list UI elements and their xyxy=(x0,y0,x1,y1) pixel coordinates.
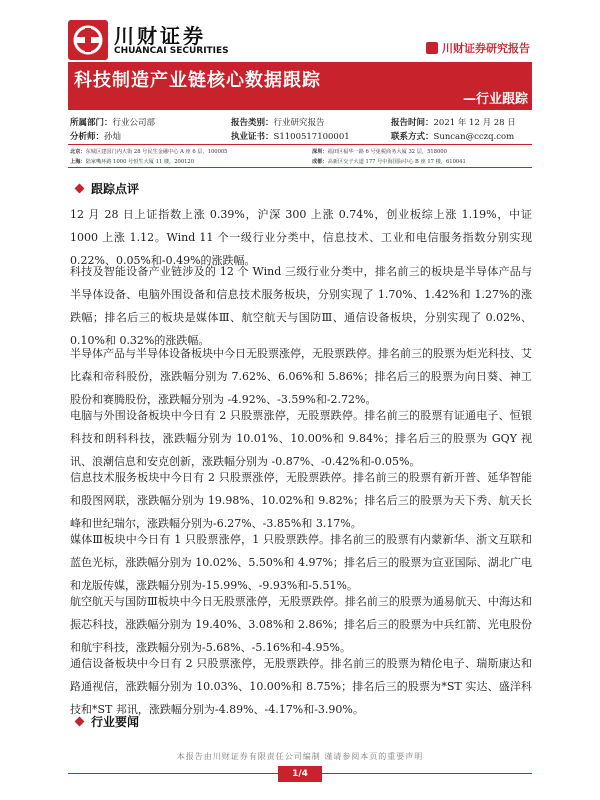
logo-text-en: CHUANCAI SECURITIES xyxy=(114,46,229,56)
paragraph-it-services: 信息技术服务板块中今日有 2 只股票涨停，无股票跌停。排名前三的股票有新开普、延华智能和殷图网联，涨跌幅分别为 19.98%、10.02%和 9.82%；排名后三的股票为天下秀、航天长峰和世纪瑞尔，涨跌幅分别为-6.27%、-3.85%和 3.17%。 xyxy=(70,471,532,530)
address-label: 上海： xyxy=(70,159,86,165)
paragraph-aerospace: 航空航天与国防Ⅲ板块中今日无股票涨停，无股票跌停。排名前三的股票为通易航天、中海达和振芯科技，涨跌幅分别为 19.40%、3.08%和 2.86%；排名后三的股票为中兵红箭、光电股份和航宇科技，涨跌幅分别为-5.68%、-5.16%和-4.95%。 xyxy=(70,595,532,654)
paragraph-media: 媒体Ⅲ板块中今日有 1 只股票涨停，1 只股票跌停。排名前三的股票有内蒙新华、浙文互联和蓝色光标，涨跌幅分别为 10.02%、5.50%和 4.97%；排名后三的股票为宣亚国际、湖北广电和龙版传媒，涨跌幅分别为-15.99%、-9.93%和-5.51%。 xyxy=(70,533,532,592)
logo-text-cn: 川财证券 xyxy=(114,24,206,48)
contact-label: 联系方式： xyxy=(391,132,434,142)
analyst-value: 孙灿 xyxy=(104,132,122,142)
paragraph-market: 12 月 28 日上证指数上涨 0.39%，沪深 300 上涨 0.74%，创业板综上涨 1.19%，中证 1000 上涨 1.12。Wind 11 个一级行业分类中，信息技术、工业和电信服务指数分别实现 0.22%、0.05%和-0.49%的涨跌幅。 xyxy=(70,208,532,267)
address-label: 成都： xyxy=(312,159,328,165)
address-label: 深圳： xyxy=(312,149,328,155)
address-divider xyxy=(68,167,532,168)
meta-contact[interactable] xyxy=(391,130,514,142)
meta-divider xyxy=(68,144,532,145)
page-number: 1/4 xyxy=(278,766,322,782)
meta-analyst xyxy=(70,130,121,142)
address-shanghai xyxy=(70,158,194,165)
report-type-label: 报告类别： xyxy=(231,118,274,128)
brand-square-icon xyxy=(426,42,438,54)
meta-license xyxy=(231,130,350,142)
report-time-label: 报告时间： xyxy=(391,118,434,128)
meta-dept xyxy=(70,116,155,128)
diamond-bullet-icon xyxy=(75,184,85,194)
section-heading-news xyxy=(76,713,139,730)
meta-report-type xyxy=(231,116,325,128)
address-value: 高新区交子大道 177 号中海国际中心 B 座 17 楼，610041 xyxy=(327,159,466,165)
report-type-value: 行业研究报告 xyxy=(273,118,325,128)
address-chengdu xyxy=(312,158,466,165)
contact-email-link[interactable]: Suncan@cczq.com xyxy=(433,132,515,142)
section-title: 跟踪点评 xyxy=(91,182,140,196)
dept-label: 所属部门： xyxy=(70,118,113,128)
report-time-value: 2021 年 12 月 28 日 xyxy=(433,118,516,128)
dept-value: 行业公司部 xyxy=(112,118,156,128)
address-shenzhen xyxy=(312,148,447,155)
paragraph-peripherals: 电脑与外围设备板块中今日有 2 只股票涨停，无股票跌停。排名前三的股票有证通电子、恒银科技和朗科科技，涨跌幅分别为 10.01%、10.00%和 9.84%；排名后三的股票为 GQY 视讯、浪潮信息和安克创新，涨跌幅分别为 -0.87%、-0.42%和-0.05%。 xyxy=(70,409,532,468)
brand-tag-label: 川财证券研究报告 xyxy=(442,42,530,55)
address-beijing xyxy=(70,148,228,155)
footer-disclaimer: 本报告由川财证券有限责任公司编制 谨请参阅本页的重要声明 xyxy=(176,752,424,761)
section-heading-tracking xyxy=(76,180,139,197)
meta-report-time xyxy=(391,116,516,128)
logo-mark xyxy=(68,20,108,60)
report-subtitle: —行业跟踪 xyxy=(462,92,528,107)
license-label: 执业证书： xyxy=(231,132,274,142)
logo-icon xyxy=(68,20,108,60)
paragraph-sectors: 科技及智能设备产业链涉及的 12 个 Wind 三级行业分类中，排名前三的板块是半导体产品与半导体设备、电脑外围设备和信息技术服务板块，分别实现了 1.70%、1.42%和 1.27%的涨跌幅；排名后三的板块是媒体Ⅲ、航空航天与国防Ⅲ、通信设备板块，分别实现了 0.02%、0.10%和 0.32%的涨跌幅。 xyxy=(70,265,532,347)
analyst-label: 分析师： xyxy=(70,132,105,142)
section-title: 行业要闻 xyxy=(91,715,140,729)
paragraph-telecom: 通信设备板块中今日有 2 只股票涨停，无股票跌停。排名前三的股票为精伦电子、瑞斯康达和路通视信，涨跌幅分别为 10.03%、10.00%和 8.75%；排名后三的股票为*ST 实达、盛洋科技和*ST 邦讯，涨跌幅分别为-4.89%、-4.17%和-3.90%。 xyxy=(70,657,532,716)
diamond-bullet-icon xyxy=(75,717,85,727)
address-value: 福田区福华一路 6 号免税商务大厦 32 层，518000 xyxy=(327,149,447,155)
paragraph-semiconductor: 半导体产品与半导体设备板块中今日无股票涨停，无股票跌停。排名前三的股票为炬光科技、艾比森和帝科股份，涨跌幅分别为 7.62%、6.06%和 5.86%；排名后三的股票为向日葵、神工股份和赛腾股份，涨跌幅分别为 -4.92%、-3.59%和-2.72%。 xyxy=(70,347,532,406)
brand-tag xyxy=(426,40,530,56)
report-title: 科技制造产业链核心数据跟踪 xyxy=(74,70,321,91)
address-label: 北京： xyxy=(70,149,86,155)
license-value: S1100517100001 xyxy=(273,132,350,142)
address-value: 陆家嘴环路 1000 号恒生大厦 11 楼，200120 xyxy=(85,159,195,165)
address-value: 东城区建国门内大街 28 号民生金融中心 A 座 6 层，100005 xyxy=(85,149,228,155)
